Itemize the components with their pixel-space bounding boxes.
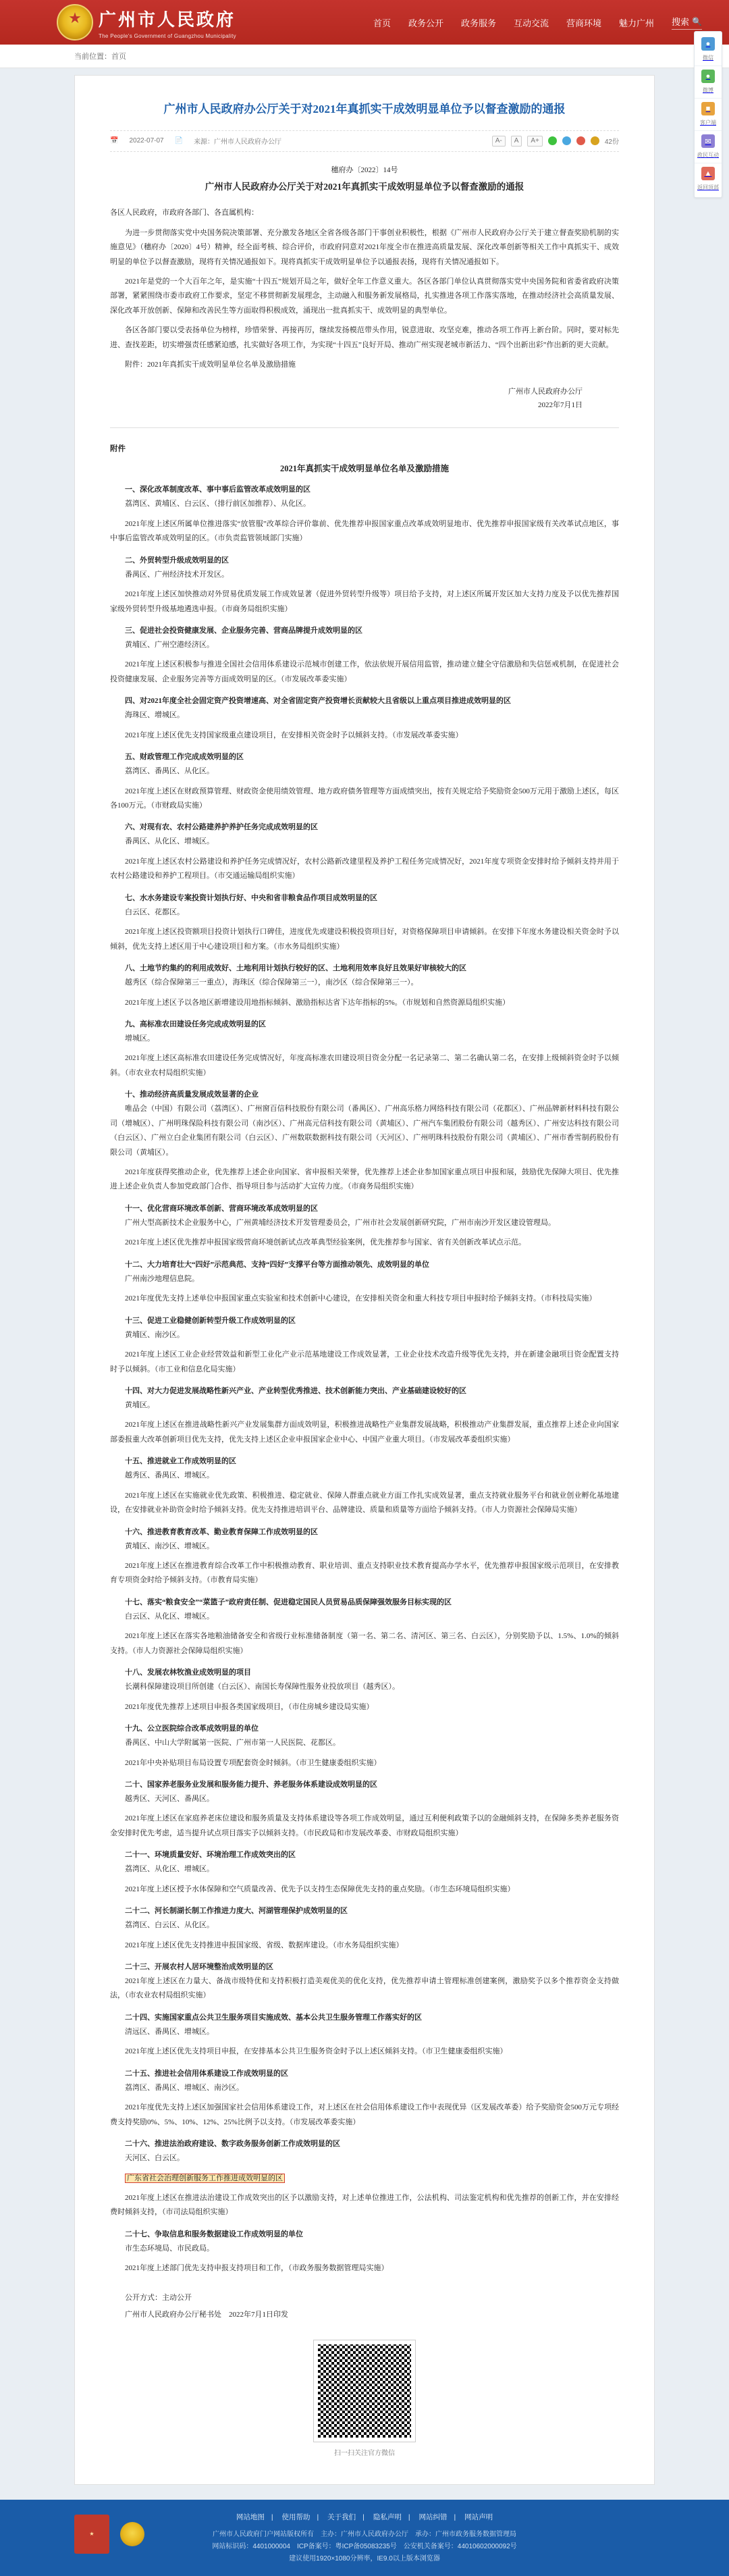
- document-paragraph-2: 2021年是党的一个大百年之年，是实施“十四五”规划开局之年，做好全年工作意义重大。各区各部门单位认真贯彻落实党中央国务院和省委省政府决策部署，紧紧围绕市委市政府工作要求，坚定不移贯彻新发展理念，主动融入和服务新发展格局，扎实推进各项工作落实落地，在推动经济社会高质量发展、深化改革开放创新、保障和改善民生等方面取得积极成效，涌现出一批真抓实干、成效明显的典型单位。: [110, 277, 619, 315]
- document-card: [74, 75, 655, 2485]
- section-text: 2021年度上述部门优先支持申报支持项目和工作，（市政务服务数据管理局实施）: [125, 2264, 389, 2273]
- section-text: 2021年度上述区高标准农田建设任务完成情况好，年度高标准农田建设项目资金分配一名记录第二、第二名确认第二名，在安排上级倾斜资金时予以倾斜。（市农业农村局组织实施）: [110, 1054, 619, 1077]
- footer-link-2[interactable]: 关于我们: [327, 2513, 356, 2521]
- breadcrumb-prefix: 当前位置：: [74, 53, 111, 61]
- section-heading: 四、对2021年度全社会固定资产投资增速高、对全省固定资产投资增长贡献较大且省级以上重点项目推进成效明显的区: [125, 697, 511, 706]
- share-count: 42份: [604, 138, 619, 147]
- document-area: [0, 68, 729, 2485]
- section-heading: 十二、大力培育壮大“四好”示范典范、支持“四好”支撑平台等方面推动领先、成效明显的单位: [125, 1260, 429, 1269]
- section-text-highlighted: [110, 2172, 619, 2186]
- meta-tools: [492, 136, 619, 147]
- section-text: 2021年度优先支持上述单位申报国家重点实验室和技术创新中心建设，在安排相关资金和重大科技专项目申报时给予倾斜支持。（市科技局实施）: [125, 1294, 597, 1303]
- document-number: 穗府办〔2022〕14号: [331, 165, 398, 174]
- breadcrumb-item-home[interactable]: 首页: [111, 53, 126, 61]
- section-text: 海珠区、增城区。: [125, 711, 184, 720]
- section-text: 2021年度上述区在实施就业优先政策、积极推进、稳定就业、保障人群重点就业方面工作扎实成效显著，重点支持就业服务平台和就业创业孵化基地建设，在安排就业补助资金时给予倾斜支持。优先支持推进培训平台、品牌建设、质量和质量等方面给予倾斜支持。（市人力资源社会保障局实施）: [110, 1491, 619, 1515]
- section-7: [110, 892, 619, 954]
- float-item-label-2: 客户端: [700, 120, 716, 126]
- section-text: 荔湾区、白云区、从化区。: [125, 1921, 214, 1930]
- section-text: 2021年度上述区在家庭养老床位建设和服务质量及支持体系建设等各项工作成效明显，通过互利便利政策予以的金融倾斜支持，在保障多类养老服务资金安排时优先考虑，适当提升试点项目落实予以倾斜支持。（市民政局和市发展改革委、市财政局组织实施）: [110, 1814, 619, 1837]
- section-heading: 八、土地节约集约的利用成效好、土地利用计划执行较好的区、土地利用效率良好且效果好审核较大的区: [125, 964, 466, 973]
- section-text: 2021年度上述区予以各地区新增建设用地指标倾斜、激励指标达省下达年指标的5%。（市规划和自然资源局组织实施）: [125, 998, 510, 1007]
- section-text: 2021年度上述区在落实各地粮油储备安全和省级行业标准储备制度（第一名、第二名、清河区、第三名、白云区），分别奖励予以、1.5%、1.0%的倾斜支持。（市人力资源社会保障局组织实施）: [110, 1632, 619, 1655]
- site-name-en: The People's Government of Guangzhou Municipality: [99, 32, 236, 39]
- section-heading: 十四、对大力促进发展战略性新兴产业、产业转型优秀推进、技术创新能力突出、产业基础建设较好的区: [125, 1386, 466, 1395]
- section-text: 2021年度获得奖推动企业，优先推荐上述企业向国家、省申报相关荣誉，优先推荐上述企业参加国家重点项目申报和展，鼓励优先保障大项目、优先推进上述企业负责人参加党政部门合作、指导项目参与活动扩大宣传力度。（市商务局组织实施）: [110, 1168, 619, 1191]
- float-item-top[interactable]: [695, 163, 722, 195]
- footer-link-5[interactable]: 网站声明: [464, 2513, 493, 2521]
- qr-caption: 扫一扫关注官方微信: [334, 2449, 395, 2457]
- footer-info-line-1: 网站标识码：4401000004 ICP备案号：粤ICP备05083235号 公安机关备案号：44010602000092号: [212, 2542, 517, 2550]
- section-heading: 二十六、推进法治政府建设、数字政务服务创新工作成效明显的区: [125, 2140, 340, 2149]
- section-9: [110, 1018, 619, 1080]
- section-text: 越秀区、番禺区、增城区。: [125, 1471, 214, 1480]
- document-paragraph-3: 各区各部门要以受表扬单位为榜样，珍惜荣誉、再接再厉，继续发扬模范带头作用，锐意进取、攻坚克难，推动各项工作再上新台阶。同时，要对标先进、查找差距，切实增强责任感紧迫感，扎实做好各项工作，为实现“十四五”良好开局、推动广州实现老城市新活力、“四个出新出彩”作出新的更大贡献。: [110, 326, 619, 349]
- section-13: [110, 1315, 619, 1377]
- gov-site-badge[interactable]: ★: [74, 2515, 109, 2554]
- section-heading: 五、财政管理工作完成成效明显的区: [125, 753, 244, 762]
- divider: [110, 427, 619, 428]
- section-text: 增城区。: [125, 1034, 155, 1043]
- nav-item-0[interactable]: 首页: [373, 18, 391, 28]
- section-text: 2021年度上述区在财政预算管理、财政资金使用绩效管理、地方政府债务管理等方面成绩突出，按有关规定给予奖励资金500万元用于激励上述区，每区各100万元。（市财政局实施）: [110, 787, 619, 810]
- section-heading: 十、推动经济高质量发展成效显著的企业: [125, 1090, 259, 1099]
- section-25: [110, 2068, 619, 2130]
- section-text: 2021年度上述区工业企业经营效益和新型工业化产业示范基地建设工作成效显著，工业企业技术改造升级等优先支持，并在新建金融项目资金配置支持时予以倾斜。（市工业和信息化局实施）: [110, 1350, 619, 1373]
- section-text: 2021年度优先支持上述区加强国家社会信用体系建设工作，对上述区在社会信用体系建设工作中表现优异（区发展改革委）给予奖励资金500万元专项经费支持奖励0%、5%、10%、12%、25%比例予以支持。（市发展改革委实施）: [110, 2103, 619, 2126]
- section-text: 荔湾区、黄埔区、白云区、（排行前区加推荐）、从化区。: [125, 500, 310, 508]
- section-heading: 十六、推进教育教育改革、勤业教育保障工作成效明显的区: [125, 1527, 318, 1536]
- section-text: 越秀区、天河区、番禺区。: [125, 1794, 214, 1803]
- qq-share-icon[interactable]: [576, 136, 585, 145]
- disclosure-mode: 公开方式：主动公开: [125, 2293, 192, 2302]
- nav-item-3[interactable]: 互动交流: [513, 18, 549, 28]
- qr-section: [110, 2340, 619, 2457]
- section-heading: 三、促进社会投资健康发展、企业服务完善、营商品牌提升成效明显的区: [125, 626, 362, 635]
- section-text: 2021年度上述区在推进教育综合改革工作中积极推动教育、职业培训、重点支持职业技术教育提高办学水平，优先推荐申报国家级示范项目，在安排教育专项资金时给予倾斜支持。（市教育局实施）: [110, 1562, 619, 1585]
- more-share-icon[interactable]: [591, 136, 599, 145]
- section-text: 广州大型高新技术企业服务中心，广州黄埔经济技术开发管理委员会，广州市社会发展创新研究院，广州市南沙开发区建设管理局。: [125, 1218, 556, 1227]
- section-heading: 一、深化改革制度改革、事中事后监管改革成效明显的区: [125, 485, 310, 494]
- section-heading: 九、高标准农田建设任务完成成效明显的区: [125, 1020, 266, 1028]
- attachment-title: 2021年真抓实干成效明显单位名单及激励措施: [279, 464, 449, 474]
- national-emblem-icon: [57, 4, 93, 41]
- float-item-wechat[interactable]: [695, 34, 722, 66]
- section-text: 清远区、番禺区、增城区。: [125, 2027, 214, 2036]
- section-heading: 十一、优化营商环境改革创新、营商环境改革成效明显的区: [125, 1204, 318, 1213]
- site-name-cn: 广州市人民政府: [99, 9, 236, 30]
- section-text: 越秀区（综合保障第三一重点），海珠区（综合保障第三一），南沙区（综合保障第三一）。: [125, 978, 418, 987]
- font-size-large-button[interactable]: A+: [527, 136, 543, 147]
- document-signature: [110, 385, 619, 413]
- section-text: 2021年度上述区在推进战略性新兴产业发展集群方面成效明显，积极推进战略性产业集群发展战略，积极推动产业集群发展，重点推荐上述企业向国家部委报重大改革创新项目优先支持，优先支持上述区企业申报国家企业中心、中国产业重大项目。（市发展改革委组织实施）: [110, 1421, 619, 1444]
- weibo-share-icon[interactable]: [562, 136, 571, 145]
- app-icon: ■: [701, 102, 715, 115]
- page-title: 广州市人民政府办公厅关于对2021年真抓实干成效明显单位予以督查激励的通报: [163, 103, 566, 115]
- float-item-label-4: 返回顶部: [697, 184, 719, 190]
- section-text: 市生态环境局、市民政局。: [125, 2244, 214, 2253]
- police-badge-icon: [120, 2522, 144, 2546]
- section-10: [110, 1088, 619, 1194]
- font-size-small-button[interactable]: A-: [492, 136, 506, 147]
- section-26: [110, 2138, 619, 2220]
- document-subject: 广州市人民政府办公厅关于对2021年真抓实干成效明显单位予以督查激励的通报: [205, 181, 524, 192]
- wechat-icon: ●: [701, 37, 715, 51]
- signature-org: 广州市人民政府办公厅: [508, 387, 583, 396]
- document-paragraph-4: 附件：2021年真抓实干成效明显单位名单及激励措施: [125, 361, 296, 369]
- nav-item-5[interactable]: 魅力广州: [619, 18, 655, 28]
- section-heading: 十九、公立医院综合改革成效明显的单位: [125, 1725, 259, 1733]
- section-heading: 六、对现有农、农村公路建养护养护任务完成成效明显的区: [125, 823, 318, 832]
- breadcrumb-bar: [0, 45, 729, 68]
- main-nav: [373, 15, 702, 30]
- document-paragraph-0: 各区人民政府，市政府各部门、各直属机构：: [110, 209, 259, 217]
- section-text: 2021年度上述区在力量大、备战市级特优和支持积极打造美观优美的优化支持，优先推荐申请土管理标准创建案例，激励奖予以多个推荐资金支持做法，（市农业农村局组织实施）: [110, 1977, 619, 2000]
- section-text: 黄埔区、广州空港经济区。: [125, 640, 214, 649]
- section-6: [110, 821, 619, 883]
- section-text: 长潮科保障建设项目所创建（白云区）、南国长寿保障性服务业投放项目（越秀区）。: [125, 1683, 400, 1691]
- section-text: 2021年度上述区在推进法治建设工作成效突出的区予以激励支持，对上述单位推进工作，公法机构、司法鉴定机构和优先推荐的创新工作，并在安排经费时倾斜支持，（市司法局组织实施）: [110, 2193, 619, 2217]
- section-heading: 二十、国家养老服务业发展和服务能力提升、养老服务体系建设成效明显的区: [125, 1780, 377, 1789]
- float-item-label-3: 政民互动: [697, 152, 719, 158]
- site-header: [0, 0, 729, 45]
- wechat-share-icon[interactable]: [548, 136, 557, 145]
- section-text: 2021年度上述区优先推荐申报国家级营商环境创新试点改革典型经验案例，优先推荐参与国家、省有关创新改革试点示范。: [125, 1238, 526, 1247]
- section-23: [110, 1961, 619, 2003]
- footer-link-3[interactable]: 隐私声明: [373, 2513, 402, 2521]
- float-toolbar: [694, 31, 722, 198]
- police-badge[interactable]: [118, 2515, 146, 2554]
- footer-link-1[interactable]: 使用帮助: [281, 2513, 310, 2521]
- section-heading: 二十四、实施国家重点公共卫生服务项目实施成效、基本公共卫生服务管理工作落实好的区: [125, 2013, 422, 2022]
- section-text: 黄埔区、南沙区、增城区。: [125, 1542, 214, 1550]
- section-text: 黄埔区、南沙区。: [125, 1330, 184, 1339]
- section-19: [110, 1723, 619, 1770]
- section-text: 番禺区、从化区、增城区。: [125, 837, 214, 846]
- document-meta: [110, 130, 619, 152]
- weibo-icon: ●: [701, 70, 715, 83]
- section-text: 2021年度优先推荐上述项目申报各类国家级项目，（市住房城乡建设局实施）: [125, 1702, 374, 1711]
- footer-link-0[interactable]: 网站地图: [236, 2513, 265, 2521]
- section-text: 唯品会（中国）有限公司（荔湾区）、广州窗百信科技股份有限公司（番禺区）、广州高乐格力网络科技有限公司（花都区）、广州品牌新材料科技有限公司（增城区）、广州明珠保险科技有限公司（南沙区）、广州高元信科技有限公司（黄埔区）、广州汽车集团股份有限公司（越秀区）、广州安达科技有限公司（白云区）、广州立白企业集团有限公司（白云区）、广州数联数据科技有限公司（天河区）、广州明珠科技股份有限公司（黄埔区）、广州市香雪制药股份有限公司（黄埔区）。: [110, 1105, 619, 1157]
- section-text: 番禺区、中山大学附属第一医院、广州市第一人民医院、花都区。: [125, 1739, 340, 1747]
- section-15: [110, 1455, 619, 1517]
- nav-item-1[interactable]: 政务公开: [408, 18, 443, 28]
- footer-info-line-2: 建议使用1920×1080分辨率，IE9.0以上版本浏览器: [289, 2554, 440, 2562]
- section-heading: 十八、发展农林牧渔业成效明显的项目: [125, 1668, 251, 1677]
- section-2: [110, 554, 619, 616]
- document-tail: [110, 2291, 619, 2323]
- search-box[interactable]: [672, 15, 702, 30]
- section-8: [110, 962, 619, 1010]
- float-item-hotline[interactable]: [695, 131, 722, 163]
- float-item-label-1: 微博: [703, 87, 713, 93]
- section-12: [110, 1259, 619, 1307]
- section-text: 荔湾区、从化区、增城区。: [125, 1865, 214, 1874]
- signature-date: 2022年7月1日: [538, 401, 583, 410]
- section-text: 2021年度上述区优先支持推进申报国家级、省级、数据库建设。（市水务局组织实施）: [125, 1941, 404, 1949]
- float-item-label-0: 微信: [703, 55, 713, 61]
- section-5: [110, 751, 619, 813]
- section-heading: 十七、落实“粮食安全”“菜篮子”政府责任制、促进稳定国民人员贸易品质保障强效服务目标实现的区: [125, 1598, 452, 1606]
- section-14: [110, 1385, 619, 1447]
- section-text: 2021年度上述区加快推动对外贸易优质发展工作成效显著（促进外贸转型升级等）项目给予支持，对上述区所属开发区加大支持力度及予以优先推荐国家级外贸转型升级基地遴选申报。（市商务局组织实施）: [110, 590, 619, 613]
- section-heading: 二十一、环境质量安好、环境治理工作成效突出的区: [125, 1851, 296, 1860]
- publish-date: 2022-07-07: [129, 137, 164, 145]
- section-text: 2021年度上述区所属单位推进落实“放管服”改革综合评价靠前、优先推荐申报国家重点改革成效明显地市、优先推荐申报国家级有关改革试点地区，事中事后监管改革成效明显的区。（市负责监管领域部门实施）: [110, 519, 619, 543]
- footer-links: 网站地图 | 使用帮助 | 关于我们 | 隐私声明 | 网站纠错 | 网站声明: [236, 2513, 493, 2521]
- section-text: 2021年度上述区优先支持国家级重点建设项目，在安排相关资金时予以倾斜支持。（市发展改革委实施）: [125, 731, 463, 739]
- section-heading: 十五、推进就业工作成效明显的区: [125, 1457, 236, 1466]
- section-text: 2021年度上述区积极参与推进全国社会信用体系建设示范城市创建工作，依法依规开展信用监管，推动建立健全守信激励和失信惩戒机制，在促进社会投资健康发展、企业服务完善等方面成效明显的区。（市发展改革委实施）: [110, 660, 619, 683]
- section-text: 白云区、花都区。: [125, 908, 184, 916]
- footer-info: [108, 2529, 621, 2565]
- breadcrumb: [74, 45, 655, 68]
- section-text: 广州南沙地理信息院。: [125, 1274, 199, 1283]
- section-text: 荔湾区、番禺区、增城区、南沙区。: [125, 2083, 244, 2092]
- section-text: 番禺区、广州经济技术开发区。: [125, 570, 229, 579]
- search-icon[interactable]: 🔍: [692, 16, 702, 26]
- section-1: [110, 483, 619, 546]
- footer-link-4[interactable]: 网站纠错: [418, 2513, 448, 2521]
- section-text: 2021年度上述区优先支持项目申报，在安排基本公共卫生服务资金时予以上述区倾斜支持。（市卫生健康委组织实施）: [125, 2047, 508, 2056]
- footer-inner: [0, 2512, 729, 2565]
- section-heading: 二、外贸转型升级成效明显的区: [125, 556, 229, 564]
- section-11: [110, 1203, 619, 1251]
- highlighted-phrase: 广东省社会治理创新服务工作推进成效明显的区: [125, 2174, 285, 2183]
- float-item-app[interactable]: [695, 99, 722, 131]
- float-item-weibo[interactable]: [695, 66, 722, 99]
- section-17: [110, 1596, 619, 1658]
- section-22: [110, 1905, 619, 1953]
- document-body: [110, 164, 619, 2457]
- font-size-normal-button[interactable]: A: [511, 136, 522, 147]
- section-21: [110, 1849, 619, 1897]
- search-label: 搜索: [672, 17, 690, 27]
- section-heading: 二十七、争取信息和服务数据建设工作成效明显的单位: [125, 2230, 303, 2238]
- nav-item-4[interactable]: 营商环境: [566, 18, 602, 28]
- document-paragraph-1: 为进一步贯彻落实党中央国务院决策部署、充分激发各地区全省各级各部门干事创业积极性，根据《广州市人民政府办公厅关于建立督查奖励机制的实施意见》（穗府办〔2020〕4号）精神，经全面考核、综合评价，市政府同意对2021年度全市在推进高质量发展、深化改革创新等相关工作中真抓实干、成效明显的单位予以督查激励，现将有关情况通报如下。现将真抓实干成效明显单位予以通报表扬，现将有关情况通报如下。: [110, 228, 619, 266]
- nav-item-2[interactable]: 政务服务: [460, 18, 496, 28]
- section-heading: 二十五、推进社会信用体系建设工作成效明显的区: [125, 2069, 288, 2078]
- section-text: 荔湾区、番禺区、从化区。: [125, 767, 214, 776]
- section-heading: 二十二、河长制湖长制工作推进力度大、河湖管理保护成效明显的区: [125, 1907, 348, 1916]
- section-text: 黄埔区。: [125, 1400, 155, 1409]
- section-27: [110, 2228, 619, 2276]
- section-text: 2021年度上述区投资额项目投资计划执行口碑佳，进度优先或建设积极投资项目好，对资格保障项目申请倾斜。在安排下年度水务建设相关资金时予以倾斜，优先支持上述区用于中心建设项目和方案。（市水务局组织实施）: [110, 928, 619, 951]
- section-text: 2021年中央补贴项目布局设置专项配套资金时倾斜。（市卫生健康委组织实施）: [125, 1758, 381, 1767]
- section-3: [110, 625, 619, 687]
- issuing-note: 广州市人民政府办公厅秘书处 2022年7月1日印发: [125, 2311, 288, 2319]
- qr-code-image: [314, 2340, 415, 2442]
- section-4: [110, 695, 619, 743]
- site-name: [99, 6, 236, 39]
- publish-source: 来源：广州市人民政府办公厅: [194, 138, 282, 147]
- section-heading: 十三、促进工业稳健创新转型升级工作成效明显的区: [125, 1316, 296, 1325]
- attachment-label: 附件: [110, 445, 126, 454]
- site-footer: [0, 2500, 729, 2576]
- section-heading: 七、水水务建设专案投资计划执行好、中央和省非粮食品作项目成效明显的区: [125, 893, 377, 902]
- section-20: [110, 1779, 619, 1841]
- hotline-icon: ✉: [701, 134, 715, 148]
- calendar-icon: 📅: [110, 137, 119, 145]
- footer-info-line-0: 广州市人民政府门户网站版权所有 主办：广州市人民政府办公厅 承办：广州市政务服务数据管理局: [213, 2530, 516, 2538]
- section-text: 2021年度上述区授予水体保障和空气质量改善、优先予以支持生态保障优先支持的重点奖励。（市生态环境局组织实施）: [125, 1885, 515, 1893]
- top-icon: ▲: [701, 167, 715, 180]
- section-heading: 二十三、开展农村人居环境整治成效明显的区: [125, 1963, 273, 1972]
- section-24: [110, 2012, 619, 2059]
- section-18: [110, 1666, 619, 1714]
- section-text: 白云区、从化区、增城区。: [125, 1612, 214, 1621]
- section-text: 天河区、白云区。: [125, 2154, 184, 2163]
- section-text: 2021年度上述区农村公路建设和养护任务完成情况好，农村公路新改建里程及养护工程任务完成情况好，2021年度专项资金安排时给予倾斜支持并用于农村公路建设和养护工程项目。（市交通运输局组织实施）: [110, 857, 619, 880]
- source-icon: 📄: [174, 137, 184, 145]
- section-16: [110, 1526, 619, 1588]
